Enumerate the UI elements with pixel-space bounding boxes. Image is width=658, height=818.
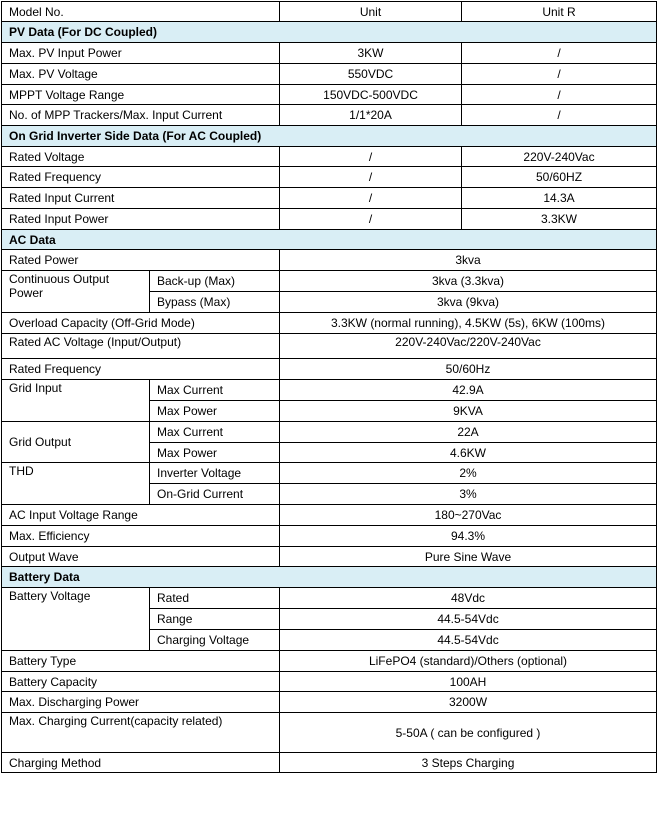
pv-section-title: PV Data (For DC Coupled) [2,22,657,43]
unit-r-value: 50/60HZ [462,167,657,188]
thd-label: THD [2,463,150,505]
table-row [2,463,657,484]
unit-value: 550VDC [280,64,462,85]
row-value: 22A [280,422,657,443]
unit-value: 3KW [280,43,462,64]
table-row [2,692,657,713]
unit-r-value: / [462,85,657,105]
section-row [2,230,657,250]
table-row [2,250,657,271]
table-row [2,588,657,609]
table-row [2,105,657,126]
unit-r-value: 3.3KW [462,209,657,230]
row-label: Rated Input Current [2,188,280,209]
header-row [2,2,657,22]
row-value: 2% [280,463,657,484]
table-row [2,147,657,167]
row-value: 42.9A [280,380,657,401]
continuous-output-label: Continuous Output Power [2,271,150,313]
sub-label: On-Grid Current [150,484,280,505]
table-row [2,43,657,64]
table-row [2,713,657,753]
row-label: Rated AC Voltage (Input/Output) [2,334,280,359]
row-value: 100AH [280,672,657,692]
table-row [2,209,657,230]
unit-value: 1/1*20A [280,105,462,126]
table-row [2,672,657,692]
table-row [2,505,657,526]
table-row [2,526,657,547]
row-value: 3200W [280,692,657,713]
table-row [2,359,657,380]
row-label: AC Input Voltage Range [2,505,280,526]
table-row [2,547,657,567]
unit-r-value: 220V-240Vac [462,147,657,167]
unit-value: / [280,147,462,167]
row-value: 50/60Hz [280,359,657,380]
unit-r-value: / [462,64,657,85]
row-label: Battery Capacity [2,672,280,692]
sub-label: Range [150,609,280,630]
sub-label: Charging Voltage [150,630,280,651]
section-row [2,567,657,588]
row-label: Rated Frequency [2,167,280,188]
table-row [2,64,657,85]
unit-value: / [280,167,462,188]
row-label: MPPT Voltage Range [2,85,280,105]
sub-label: Max Current [150,380,280,401]
unit-r-header: Unit R [462,2,657,22]
row-label: Rated Voltage [2,147,280,167]
grid-output-label: Grid Output [2,422,150,463]
row-label: Rated Power [2,250,280,271]
row-value: 44.5-54Vdc [280,630,657,651]
section-row [2,126,657,147]
row-value: 48Vdc [280,588,657,609]
unit-value: 150VDC-500VDC [280,85,462,105]
row-value: 94.3% [280,526,657,547]
row-value: 3kva [280,250,657,271]
row-value: 3.3KW (normal running), 4.5KW (5s), 6KW (100ms) [280,313,657,334]
table-row [2,422,657,443]
row-value: 5-50A ( can be configured ) [280,713,657,753]
unit-value: / [280,188,462,209]
specification-table [1,1,657,773]
table-row [2,753,657,773]
row-label: Max. Efficiency [2,526,280,547]
row-label: Rated Frequency [2,359,280,380]
row-value: LiFePO4 (standard)/Others (optional) [280,651,657,672]
table-row [2,167,657,188]
grid-input-label: Grid Input [2,380,150,422]
sub-label: Inverter Voltage [150,463,280,484]
row-label: Charging Method [2,753,280,773]
sub-label: Back-up (Max) [150,271,280,292]
battery-section-title: Battery Data [2,567,657,588]
sub-label: Max Power [150,401,280,422]
row-label: Overload Capacity (Off-Grid Mode) [2,313,280,334]
unit-header: Unit [280,2,462,22]
sub-label: Bypass (Max) [150,292,280,313]
row-label: Max. Charging Current(capacity related) [2,713,280,753]
ac-section-title: AC Data [2,230,657,250]
battery-voltage-label: Battery Voltage [2,588,150,651]
row-value: 220V-240Vac/220V-240Vac [280,334,657,359]
model-no-header: Model No. [2,2,280,22]
sub-label: Rated [150,588,280,609]
section-row [2,22,657,43]
row-label: Output Wave [2,547,280,567]
unit-value: / [280,209,462,230]
unit-r-value: / [462,43,657,64]
row-value: Pure Sine Wave [280,547,657,567]
row-value: 3 Steps Charging [280,753,657,773]
sub-label: Max Current [150,422,280,443]
row-value: 9KVA [280,401,657,422]
row-label: Max. Discharging Power [2,692,280,713]
row-value: 180~270Vac [280,505,657,526]
table-row [2,271,657,292]
row-value: 4.6KW [280,443,657,463]
row-value: 3kva (3.3kva) [280,271,657,292]
row-label: Max. PV Input Power [2,43,280,64]
unit-r-value: 14.3A [462,188,657,209]
row-value: 3% [280,484,657,505]
row-value: 3kva (9kva) [280,292,657,313]
row-label: Rated Input Power [2,209,280,230]
table-row [2,313,657,334]
row-value: 44.5-54Vdc [280,609,657,630]
unit-r-value: / [462,105,657,126]
table-row [2,188,657,209]
grid-inverter-section-title: On Grid Inverter Side Data (For AC Coupled) [2,126,657,147]
table-row [2,334,657,359]
row-label: No. of MPP Trackers/Max. Input Current [2,105,280,126]
table-row [2,380,657,401]
table-row [2,85,657,105]
row-label: Battery Type [2,651,280,672]
sub-label: Max Power [150,443,280,463]
row-label: Max. PV Voltage [2,64,280,85]
table-row [2,651,657,672]
